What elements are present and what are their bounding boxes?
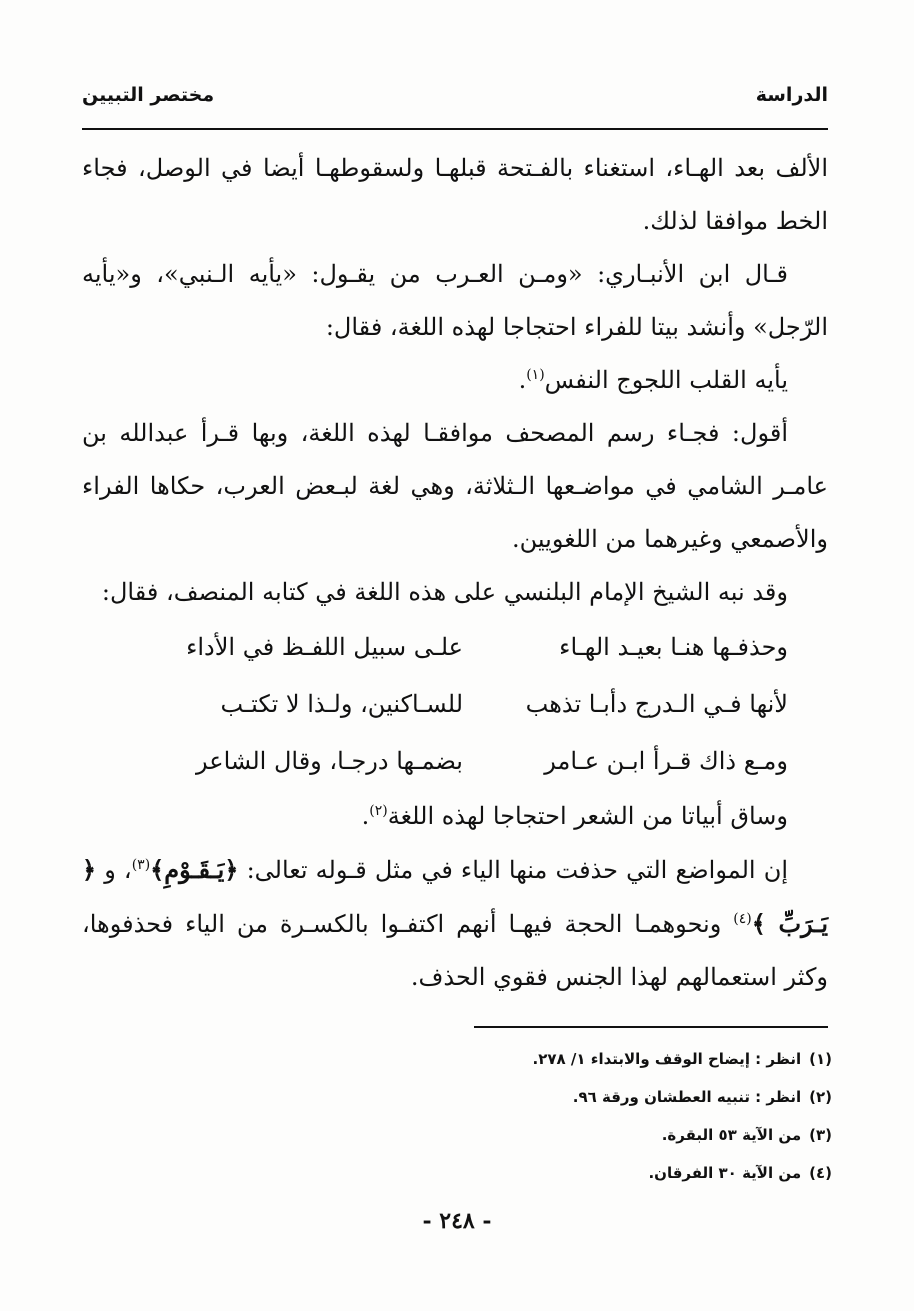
footnote-number: (١) bbox=[809, 1050, 832, 1068]
footnote-ref[interactable]: (٢) bbox=[369, 803, 388, 819]
poem-second-hemistich: للسـاكنين، ولـذا لا تكتـب bbox=[220, 690, 463, 718]
poem-first-hemistich: ومـع ذاك قـرأ ابـن عـامر bbox=[544, 747, 788, 775]
footnote-text: انظر : تنبيه العطشان ورقة ٩٦. bbox=[572, 1088, 802, 1106]
poem-second-hemistich: علـى سبيل اللفـظ في الأداء bbox=[186, 633, 463, 661]
footnote-number: (٣) bbox=[809, 1126, 832, 1144]
paragraph-text: إن المواضع التي حذفت منها الياء في مثل قـوله تعالى: bbox=[238, 856, 789, 884]
paragraph bbox=[82, 790, 828, 843]
page-number: - ٢٤٨ - bbox=[422, 1208, 492, 1234]
sentence-end-mark: . bbox=[361, 802, 370, 830]
poem-line bbox=[82, 676, 828, 733]
verse-text: يأيه القلب اللجوج النفس bbox=[544, 366, 788, 394]
main-text bbox=[82, 142, 828, 1004]
paragraph: أقول: فجـاء رسم المصحف موافقـا لهذه اللغة، وبها قـرأ عبدالله بن عامـر الشامي في مواضـعها الـثلاثة، وهي لغة لبـعض العرب، حكاها الفراء والأصمعي وغيرهما من اللغويين. bbox=[82, 419, 828, 553]
quran-quote: ﴿يَـقَـوْمِ﴾ bbox=[150, 855, 239, 884]
quran-quote: ﴿ يَـرَبِّ ﴾ bbox=[82, 855, 829, 938]
footnote-ref[interactable]: (١) bbox=[526, 367, 545, 383]
verse-end-mark: . bbox=[518, 366, 527, 394]
poem-second-hemistich: بضمـها درجـا، وقال الشاعر bbox=[196, 747, 463, 775]
footnote bbox=[332, 1154, 832, 1192]
footnote-text: من الآية ٥٣ البقرة. bbox=[661, 1126, 802, 1144]
footnote-ref[interactable]: (٣) bbox=[131, 857, 151, 873]
paragraph bbox=[82, 843, 828, 1004]
poem-first-hemistich: لأنها فـي الـدرج دأبـا تذهب bbox=[525, 690, 788, 718]
footnote bbox=[332, 1040, 832, 1078]
footnote bbox=[332, 1078, 832, 1116]
poem-first-hemistich: وحذفـها هنـا بعيـد الهـاء bbox=[559, 633, 788, 661]
footnote-number: (٤) bbox=[809, 1164, 832, 1182]
poem bbox=[82, 619, 828, 790]
footnote-text: انظر : إيضاح الوقف والابتداء ١/ ٢٧٨. bbox=[532, 1050, 802, 1068]
paragraph-text: ونحوهمـا الحجة فيهـا أنهم اكتفـوا بالكسـرة من الياء فحذفوها، وكثر استعمالهم لهذا الجنس فقوي الحذف. bbox=[82, 910, 828, 991]
footnote bbox=[332, 1116, 832, 1154]
header-section-title: الدراسة bbox=[755, 84, 828, 106]
paragraph-text: وساق أبياتا من الشعر احتجاجا لهذه اللغة bbox=[387, 802, 788, 830]
running-header bbox=[82, 84, 828, 120]
header-divider bbox=[82, 128, 828, 130]
poem-line bbox=[82, 619, 828, 676]
footnotes bbox=[332, 1040, 832, 1192]
paragraph: قـال ابن الأنبـاري: «ومـن العـرب من يقـول: «يأيه الـنبي»، و«يأيه الرّجل» وأنشد بيتا للفراء احتجاجا لهذه اللغة، فقال: bbox=[82, 260, 828, 341]
footnote-text: من الآية ٣٠ الفرقان. bbox=[648, 1164, 802, 1182]
header-book-title: مختصر التبيين bbox=[82, 84, 215, 106]
footnote-divider bbox=[474, 1026, 828, 1028]
footnote-ref[interactable]: (٤) bbox=[733, 911, 752, 927]
footnote-number: (٢) bbox=[809, 1088, 832, 1106]
paragraph: الألف بعد الهـاء، استغناء بالفـتحة قبلهـا ولسقوطهـا أيضا في الوصل، فجاء الخط موافقا لذلك. bbox=[82, 154, 828, 235]
poem-line bbox=[82, 733, 828, 790]
paragraph-text: ، و bbox=[96, 856, 132, 884]
quoted-verse bbox=[82, 354, 828, 407]
paragraph: وقد نبه الشيخ الإمام البلنسي على هذه اللغة في كتابه المنصف، فقال: bbox=[101, 578, 788, 606]
